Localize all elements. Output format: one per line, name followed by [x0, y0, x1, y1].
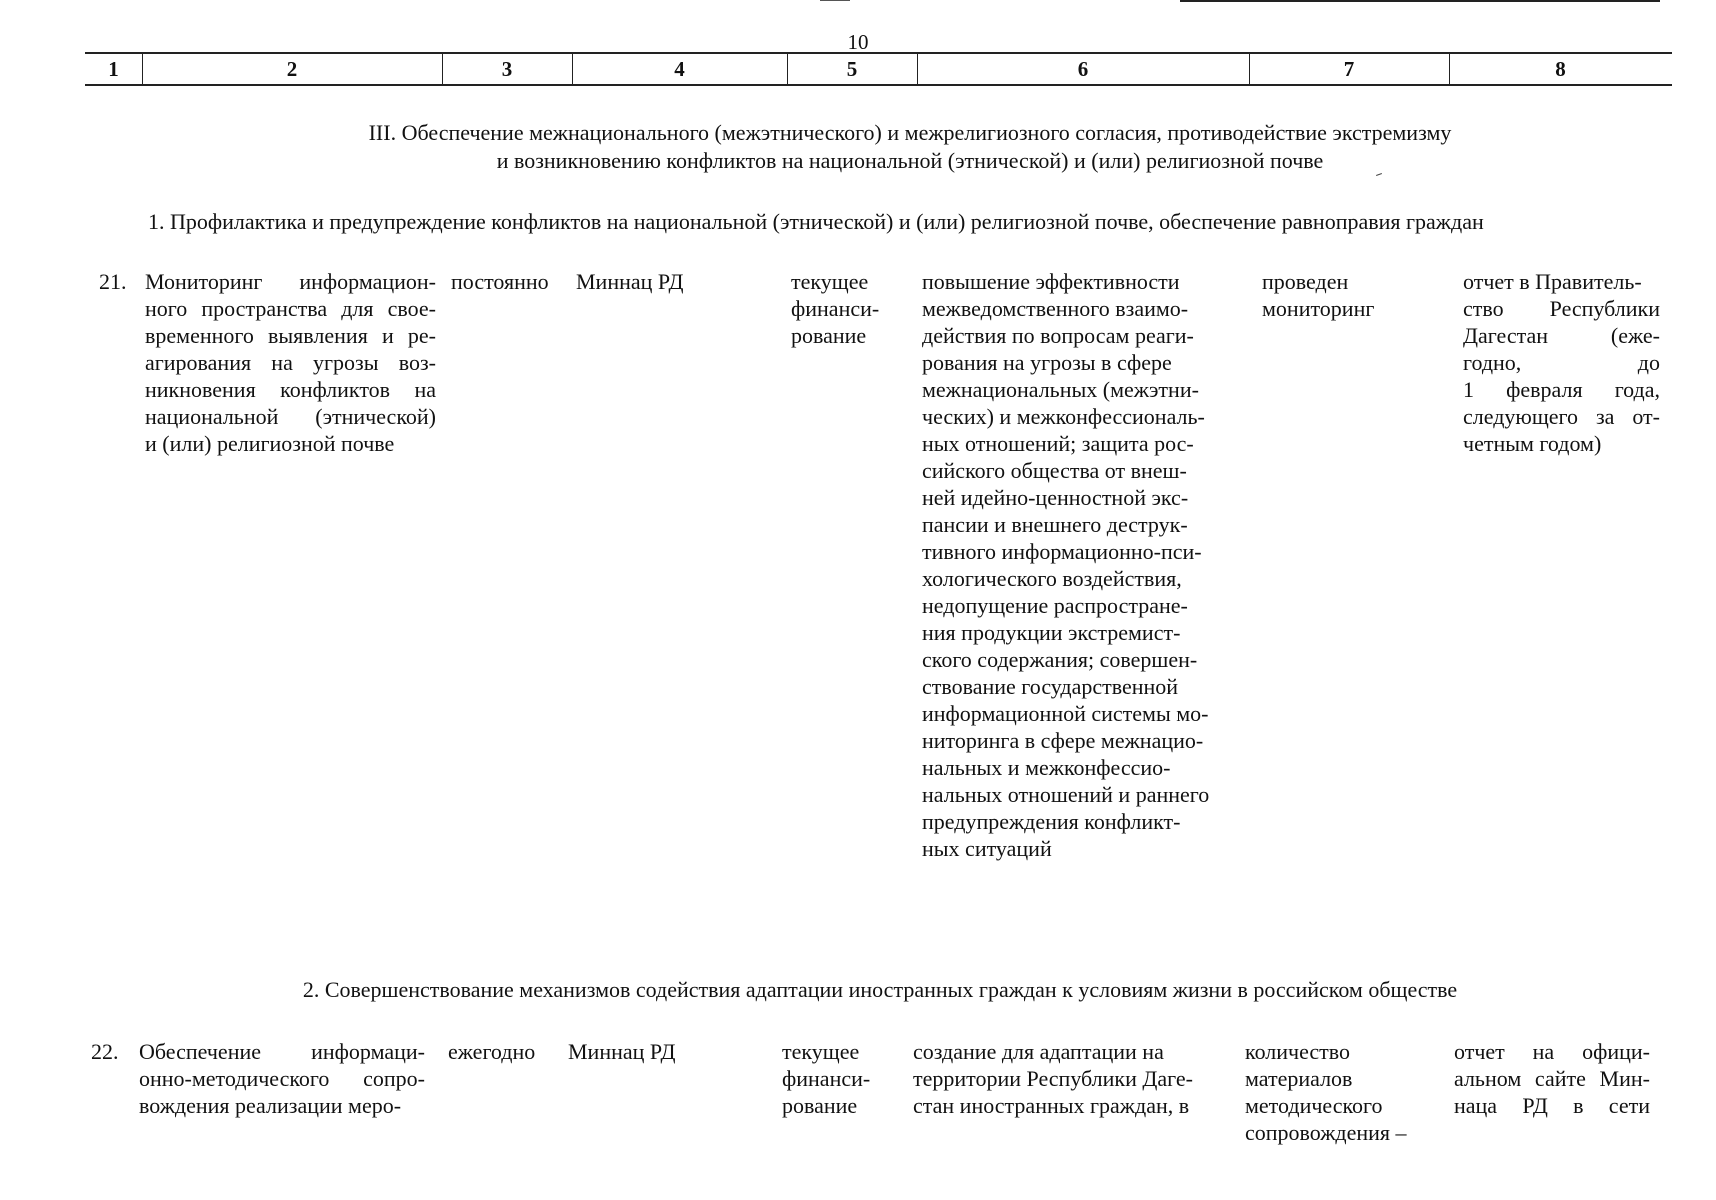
row-21-goal: повышение эффективности межведомственного взаимо- действия по вопросам реаги- рования на угрозы в сфере межнациональных (межэтни- ческих) и межконфессиональ- ных отношений; защита рос- сийского общества от внеш- ней идейно-ценностной экс- пансии и внешнего деструк- тивного информационно-пси- хологического воздействия, недопущение распростране- ния продукции экстремист- ского содержания; совершен- ствование государственной информационной системы мо- ниторинга в сфере межнацио- нальных и межконфессио- нальных отношений и раннего предупреждения конфликт- ных ситуаций	[922, 269, 1210, 861]
row-22-measure: Обеспечение информаци- онно-методического сопро- вождения реализации меро-	[139, 1039, 425, 1118]
scan-artifact-line	[820, 0, 850, 1]
header-col-5: 5	[846, 57, 858, 81]
row-22-indicator: количество материалов методического сопровождения –	[1245, 1039, 1407, 1145]
header-col-3: 3	[501, 57, 513, 81]
header-col-6: 6	[1077, 57, 1089, 81]
row-22-period: ежегодно	[448, 1039, 536, 1064]
row-22-funding: текущее финанси- рование	[782, 1039, 871, 1118]
row-21-number: 21.	[99, 269, 127, 294]
column-number-header	[85, 52, 1672, 86]
page-number: 10	[847, 30, 869, 54]
header-col-8: 8	[1555, 57, 1566, 81]
row-22-goal: создание для адаптации на территории Республики Даге- стан иностранных граждан, в	[913, 1039, 1193, 1118]
row-21-executor: Миннац РД	[576, 269, 684, 294]
section-title-line-2: и возникновению конфликтов на национальной (этнической) и (или) религиозной почве	[496, 148, 1324, 173]
header-col-4: 4	[674, 57, 685, 81]
row-22-executor: Миннац РД	[568, 1039, 676, 1064]
header-col-2: 2	[286, 57, 298, 81]
row-22-number: 22.	[91, 1039, 119, 1064]
subsection-2-title: 2. Совершенствование механизмов содействия адаптации иностранных граждан к условиям жизни в российском обществе	[302, 977, 1458, 1002]
row-21-funding: текущее финанси- рование	[791, 269, 880, 348]
section-title	[150, 119, 1670, 175]
section-title-line-1: III. Обеспечение межнационального (межэтнического) и межрелигиозного согласия, противодействие экстремизму	[368, 120, 1452, 145]
header-col-1: 1	[108, 57, 119, 81]
row-21-indicator: проведен мониторинг	[1262, 269, 1375, 321]
row-21-measure: Мониторинг информацион- ного пространства для свое- временного выявления и ре- агирования на угрозы воз- никновения конфликтов на национальной (этнической) и (или) религиозной почве	[145, 269, 436, 456]
subsection-1-title: 1. Профилактика и предупреждение конфликтов на национальной (этнической) и (или) религиозной почве, обеспечение равноправия граждан	[148, 209, 1484, 234]
header-col-7: 7	[1343, 57, 1355, 81]
row-22-report: отчет на офици- альном сайте Мин- наца РД в сети	[1454, 1039, 1650, 1118]
row-21-report: отчет в Правитель- ство Республики Дагестан (еже- годно, до 1 февраля года, следующего за от- четным годом)	[1463, 269, 1660, 456]
scan-artifact-rule	[1180, 0, 1660, 2]
row-21-period: постоянно	[451, 269, 549, 294]
